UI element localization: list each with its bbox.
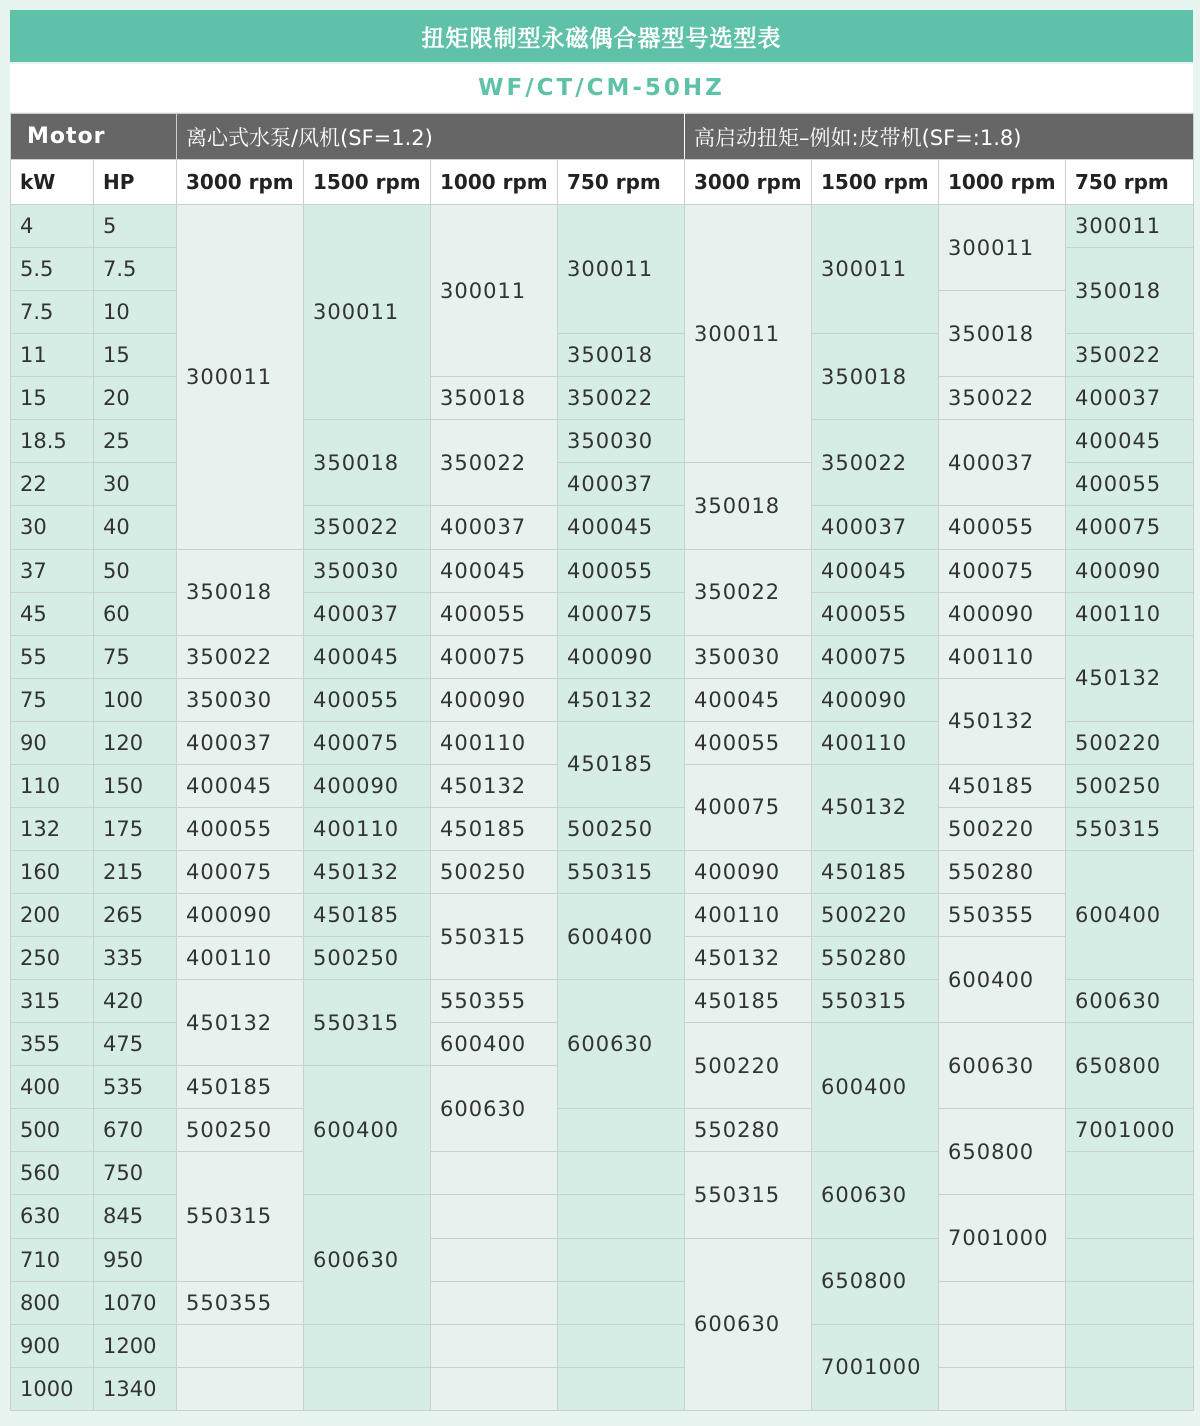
model-cell: 400045 xyxy=(431,549,558,592)
model-cell: 400110 xyxy=(812,721,939,764)
model-cell: 350030 xyxy=(177,678,304,721)
hp-cell: 215 xyxy=(94,850,177,893)
model-cell: 400045 xyxy=(812,549,939,592)
kw-cell: 22 xyxy=(11,463,94,506)
model-cell xyxy=(431,1238,558,1281)
model-cell: 550280 xyxy=(812,937,939,980)
table-row xyxy=(11,807,1194,850)
model-cell: 400037 xyxy=(812,506,939,549)
model-cell: 550315 xyxy=(812,980,939,1023)
model-cell: 450132 xyxy=(431,764,558,807)
model-cell: 650800 xyxy=(812,1238,939,1324)
model-cell: 350022 xyxy=(177,635,304,678)
model-cell: 350022 xyxy=(939,377,1066,420)
model-cell: 350030 xyxy=(304,549,431,592)
model-cell: 500220 xyxy=(812,894,939,937)
model-cell: 550315 xyxy=(1066,807,1194,850)
page-subtitle: WF/CT/CM-50HZ xyxy=(10,64,1193,112)
speed-header: 1500 rpm xyxy=(812,160,939,205)
kw-cell: 500 xyxy=(11,1109,94,1152)
kw-cell: 315 xyxy=(11,980,94,1023)
table-row xyxy=(11,850,1194,893)
model-cell: 450132 xyxy=(939,678,1066,764)
hp-cell: 20 xyxy=(94,377,177,420)
model-cell xyxy=(431,1367,558,1410)
kw-cell: 18.5 xyxy=(11,420,94,463)
model-cell: 400110 xyxy=(685,894,812,937)
speed-header: 3000 rpm xyxy=(177,160,304,205)
model-cell: 400055 xyxy=(304,678,431,721)
model-cell xyxy=(558,1367,685,1410)
model-cell: 350022 xyxy=(558,377,685,420)
kw-cell: 400 xyxy=(11,1066,94,1109)
model-cell: 600630 xyxy=(558,980,685,1109)
model-cell xyxy=(558,1109,685,1152)
model-cell: 350018 xyxy=(177,549,304,635)
table-row xyxy=(11,1324,1194,1367)
model-cell: 400045 xyxy=(1066,420,1194,463)
model-cell: 400075 xyxy=(1066,506,1194,549)
model-cell: 400037 xyxy=(939,420,1066,506)
kw-cell: 630 xyxy=(11,1195,94,1238)
hp-cell: 175 xyxy=(94,807,177,850)
model-cell: 350018 xyxy=(1066,248,1194,334)
model-cell: 450132 xyxy=(304,850,431,893)
model-cell: 450132 xyxy=(812,764,939,850)
model-cell: 450185 xyxy=(939,764,1066,807)
model-cell: 550315 xyxy=(177,1152,304,1281)
model-cell xyxy=(939,1281,1066,1324)
model-cell: 400055 xyxy=(177,807,304,850)
table-row xyxy=(11,894,1194,937)
group-high-torque-header: 高启动扭矩–例如:皮带机(SF=:1.8) xyxy=(685,114,1194,160)
model-cell: 350018 xyxy=(939,291,1066,377)
model-cell: 400090 xyxy=(304,764,431,807)
model-cell: 600400 xyxy=(431,1023,558,1066)
model-cell: 400090 xyxy=(685,850,812,893)
kw-cell: 160 xyxy=(11,850,94,893)
model-cell: 550315 xyxy=(558,850,685,893)
hp-cell: 75 xyxy=(94,635,177,678)
model-cell: 400110 xyxy=(177,937,304,980)
model-cell: 400075 xyxy=(685,764,812,850)
model-cell: 450185 xyxy=(812,850,939,893)
model-cell: 500250 xyxy=(304,937,431,980)
kw-cell: 355 xyxy=(11,1023,94,1066)
model-cell: 400045 xyxy=(304,635,431,678)
hp-cell: 670 xyxy=(94,1109,177,1152)
model-cell: 600630 xyxy=(939,1023,1066,1109)
model-cell: 400037 xyxy=(177,721,304,764)
model-cell xyxy=(431,1195,558,1238)
speed-header: 750 rpm xyxy=(1066,160,1194,205)
model-cell xyxy=(431,1152,558,1195)
model-cell: 400090 xyxy=(812,678,939,721)
table-row xyxy=(11,1109,1194,1152)
table-body xyxy=(11,205,1194,1411)
model-cell: 550280 xyxy=(939,850,1066,893)
model-cell: 450132 xyxy=(558,678,685,721)
speed-header: 1000 rpm xyxy=(431,160,558,205)
model-cell: 350022 xyxy=(812,420,939,506)
model-cell xyxy=(304,1324,431,1367)
model-cell: 600400 xyxy=(812,1023,939,1152)
hp-cell: 10 xyxy=(94,291,177,334)
kw-cell: 560 xyxy=(11,1152,94,1195)
model-cell: 350018 xyxy=(558,334,685,377)
hp-cell: 420 xyxy=(94,980,177,1023)
model-cell xyxy=(1066,1324,1194,1367)
hp-header: HP xyxy=(94,160,177,205)
kw-cell: 75 xyxy=(11,678,94,721)
table-row xyxy=(11,1367,1194,1410)
model-cell: 500250 xyxy=(177,1109,304,1152)
kw-cell: 4 xyxy=(11,205,94,248)
hp-cell: 535 xyxy=(94,1066,177,1109)
model-cell: 550355 xyxy=(939,894,1066,937)
model-cell: 350018 xyxy=(685,463,812,549)
kw-cell: 15 xyxy=(11,377,94,420)
model-cell: 400075 xyxy=(431,635,558,678)
model-cell: 350022 xyxy=(304,506,431,549)
model-cell: 400090 xyxy=(558,635,685,678)
kw-header: kW xyxy=(11,160,94,205)
model-cell xyxy=(431,1324,558,1367)
model-cell: 400045 xyxy=(685,678,812,721)
model-cell: 450132 xyxy=(1066,635,1194,721)
hp-cell: 335 xyxy=(94,937,177,980)
kw-cell: 37 xyxy=(11,549,94,592)
model-cell: 450185 xyxy=(431,807,558,850)
model-cell: 300011 xyxy=(304,205,431,420)
model-cell: 400075 xyxy=(939,549,1066,592)
model-cell: 600400 xyxy=(558,894,685,980)
kw-cell: 90 xyxy=(11,721,94,764)
hp-cell: 30 xyxy=(94,463,177,506)
model-cell xyxy=(177,1367,304,1410)
model-cell: 400045 xyxy=(177,764,304,807)
hp-cell: 150 xyxy=(94,764,177,807)
model-cell: 400045 xyxy=(558,506,685,549)
table-row xyxy=(11,549,1194,592)
model-cell: 400055 xyxy=(1066,463,1194,506)
hp-cell: 1340 xyxy=(94,1367,177,1410)
model-cell xyxy=(1066,1195,1194,1238)
model-cell: 7001000 xyxy=(1066,1109,1194,1152)
hp-cell: 950 xyxy=(94,1238,177,1281)
table-row xyxy=(11,678,1194,721)
kw-cell: 800 xyxy=(11,1281,94,1324)
model-cell: 350018 xyxy=(431,377,558,420)
model-cell: 550315 xyxy=(431,894,558,980)
model-cell: 400055 xyxy=(812,592,939,635)
model-cell: 350022 xyxy=(685,549,812,635)
model-cell: 400110 xyxy=(304,807,431,850)
model-cell xyxy=(558,1195,685,1238)
model-cell: 350030 xyxy=(685,635,812,678)
model-cell xyxy=(939,1367,1066,1410)
hp-cell: 845 xyxy=(94,1195,177,1238)
kw-cell: 110 xyxy=(11,764,94,807)
model-cell: 650800 xyxy=(1066,1023,1194,1109)
hp-cell: 7.5 xyxy=(94,248,177,291)
model-cell xyxy=(558,1324,685,1367)
model-cell: 600400 xyxy=(939,937,1066,1023)
model-cell: 400075 xyxy=(304,721,431,764)
page-title: 扭矩限制型永磁偶合器型号选型表 xyxy=(10,10,1193,62)
model-cell: 300011 xyxy=(558,205,685,334)
model-cell: 400075 xyxy=(812,635,939,678)
model-cell: 550280 xyxy=(685,1109,812,1152)
group-header-row xyxy=(11,114,1194,160)
model-cell: 400090 xyxy=(177,894,304,937)
model-cell: 400055 xyxy=(685,721,812,764)
model-cell: 350018 xyxy=(304,420,431,506)
model-cell xyxy=(431,1281,558,1324)
kw-cell: 5.5 xyxy=(11,248,94,291)
model-cell: 350022 xyxy=(431,420,558,506)
model-cell: 7001000 xyxy=(939,1195,1066,1281)
model-cell: 600630 xyxy=(812,1152,939,1238)
model-cell: 400075 xyxy=(177,850,304,893)
model-cell xyxy=(1066,1367,1194,1410)
hp-cell: 1200 xyxy=(94,1324,177,1367)
kw-cell: 55 xyxy=(11,635,94,678)
kw-cell: 30 xyxy=(11,506,94,549)
model-cell: 450185 xyxy=(177,1066,304,1109)
hp-cell: 100 xyxy=(94,678,177,721)
model-cell: 350018 xyxy=(812,334,939,420)
model-cell: 400110 xyxy=(939,635,1066,678)
model-cell: 400037 xyxy=(558,463,685,506)
kw-cell: 200 xyxy=(11,894,94,937)
model-cell: 450185 xyxy=(685,980,812,1023)
model-cell: 500250 xyxy=(558,807,685,850)
model-cell: 300011 xyxy=(685,205,812,463)
kw-cell: 710 xyxy=(11,1238,94,1281)
model-cell: 400110 xyxy=(431,721,558,764)
motor-header: Motor xyxy=(11,114,177,160)
model-cell: 450132 xyxy=(177,980,304,1066)
model-cell: 400055 xyxy=(431,592,558,635)
model-cell: 7001000 xyxy=(812,1324,939,1410)
kw-cell: 7.5 xyxy=(11,291,94,334)
model-cell xyxy=(304,1367,431,1410)
model-cell: 600630 xyxy=(685,1238,812,1411)
model-cell: 400090 xyxy=(1066,549,1194,592)
model-cell: 600630 xyxy=(1066,980,1194,1023)
model-cell: 500250 xyxy=(1066,764,1194,807)
model-cell: 550315 xyxy=(685,1152,812,1238)
hp-cell: 50 xyxy=(94,549,177,592)
model-cell: 400055 xyxy=(558,549,685,592)
model-cell: 400055 xyxy=(939,506,1066,549)
kw-cell: 900 xyxy=(11,1324,94,1367)
model-cell: 500220 xyxy=(1066,721,1194,764)
model-cell: 400075 xyxy=(558,592,685,635)
table-row xyxy=(11,1281,1194,1324)
model-cell: 400037 xyxy=(431,506,558,549)
model-cell xyxy=(177,1324,304,1367)
model-cell: 550355 xyxy=(177,1281,304,1324)
model-cell: 400090 xyxy=(431,678,558,721)
speed-header: 750 rpm xyxy=(558,160,685,205)
model-cell: 600400 xyxy=(1066,850,1194,979)
speed-header: 3000 rpm xyxy=(685,160,812,205)
model-cell: 300011 xyxy=(812,205,939,334)
model-cell: 350022 xyxy=(1066,334,1194,377)
model-cell: 400037 xyxy=(304,592,431,635)
model-cell: 550355 xyxy=(431,980,558,1023)
model-cell xyxy=(558,1281,685,1324)
model-cell: 500220 xyxy=(939,807,1066,850)
selection-table xyxy=(10,113,1194,1411)
group-centrifugal-header: 离心式水泵/风机(SF=1.2) xyxy=(177,114,685,160)
hp-cell: 25 xyxy=(94,420,177,463)
kw-cell: 1000 xyxy=(11,1367,94,1410)
model-cell: 500250 xyxy=(431,850,558,893)
model-cell: 550315 xyxy=(304,980,431,1066)
model-cell: 300011 xyxy=(939,205,1066,291)
hp-cell: 750 xyxy=(94,1152,177,1195)
model-cell xyxy=(1066,1152,1194,1195)
hp-cell: 1070 xyxy=(94,1281,177,1324)
model-cell: 600630 xyxy=(431,1066,558,1152)
hp-cell: 40 xyxy=(94,506,177,549)
model-cell: 450185 xyxy=(558,721,685,807)
model-cell: 650800 xyxy=(939,1109,1066,1195)
model-cell: 400090 xyxy=(939,592,1066,635)
model-cell xyxy=(1066,1238,1194,1281)
column-header-row xyxy=(11,160,1194,205)
hp-cell: 15 xyxy=(94,334,177,377)
model-cell: 400110 xyxy=(1066,592,1194,635)
table-row xyxy=(11,635,1194,678)
kw-cell: 250 xyxy=(11,937,94,980)
table-row xyxy=(11,205,1194,248)
model-cell xyxy=(558,1238,685,1281)
model-cell xyxy=(939,1324,1066,1367)
model-cell: 300011 xyxy=(1066,205,1194,248)
hp-cell: 265 xyxy=(94,894,177,937)
model-cell: 450185 xyxy=(304,894,431,937)
speed-header: 1000 rpm xyxy=(939,160,1066,205)
hp-cell: 120 xyxy=(94,721,177,764)
model-cell: 400037 xyxy=(1066,377,1194,420)
model-cell: 300011 xyxy=(177,205,304,550)
model-cell: 500220 xyxy=(685,1023,812,1109)
model-cell: 300011 xyxy=(431,205,558,377)
speed-header: 1500 rpm xyxy=(304,160,431,205)
hp-cell: 60 xyxy=(94,592,177,635)
kw-cell: 11 xyxy=(11,334,94,377)
kw-cell: 132 xyxy=(11,807,94,850)
kw-cell: 45 xyxy=(11,592,94,635)
model-cell xyxy=(558,1152,685,1195)
hp-cell: 475 xyxy=(94,1023,177,1066)
model-cell: 350030 xyxy=(558,420,685,463)
model-cell xyxy=(1066,1281,1194,1324)
model-cell: 600400 xyxy=(304,1066,431,1195)
model-cell: 600630 xyxy=(304,1195,431,1324)
hp-cell: 5 xyxy=(94,205,177,248)
model-cell: 450132 xyxy=(685,937,812,980)
